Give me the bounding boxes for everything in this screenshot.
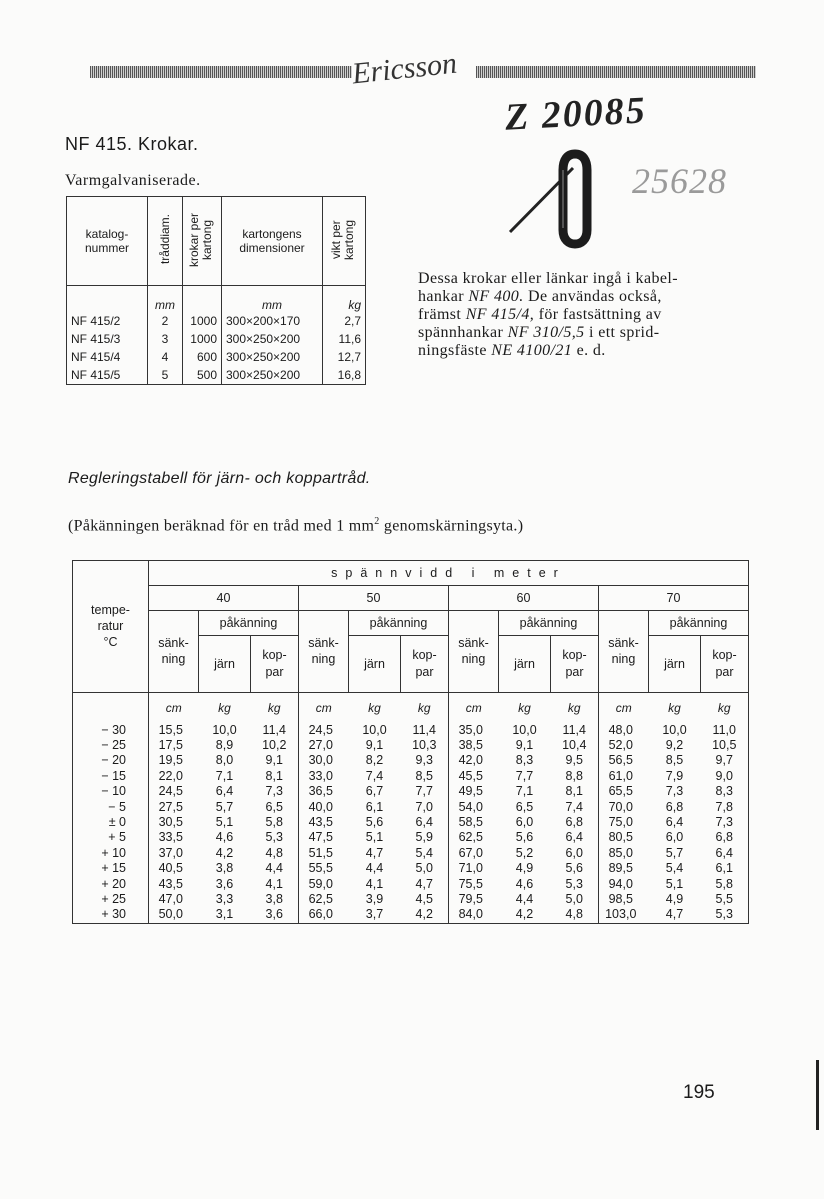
- unit-cell: kg: [701, 692, 749, 723]
- value-cell: 11,4: [262, 722, 286, 737]
- value-cell: 103,0: [599, 907, 649, 923]
- col-per-box: krokar per kartong: [187, 212, 214, 267]
- desc-line: Dessa krokar eller länkar ingå i kabel-: [418, 270, 678, 287]
- value-cell: 7,3: [701, 815, 749, 830]
- value-cell: 5,4: [415, 845, 433, 860]
- unit-cell: kg: [199, 692, 251, 723]
- copper-header: kop- par: [401, 636, 449, 693]
- header-rule-left: [90, 66, 352, 78]
- value-cell: 5,1: [215, 814, 234, 829]
- value-cell: 7,4: [365, 768, 384, 783]
- unit-cell: kg: [401, 692, 449, 723]
- value-cell: 6,1: [701, 861, 749, 876]
- value-cell: 56,5: [599, 753, 649, 768]
- temp-cell: + 20: [73, 877, 149, 892]
- value-cell: 6,4: [701, 846, 749, 861]
- value-cell: 7,7: [415, 784, 433, 799]
- value-cell: 35,0: [449, 723, 499, 738]
- value-cell: 48,0: [599, 723, 649, 738]
- value-cell: 37,0: [149, 846, 199, 861]
- value-cell: 8,9: [215, 737, 234, 752]
- value-cell: 4,2: [515, 907, 534, 922]
- value-cell: 11,0: [701, 723, 749, 738]
- table-row: NF 415/3: [67, 330, 148, 348]
- value-cell: 89,5: [599, 861, 649, 876]
- cell: 300×250×200: [222, 330, 323, 348]
- hook-drawing: [505, 140, 615, 260]
- col-diameter: tråddiam.: [157, 214, 172, 265]
- value-cell: 5,0: [565, 891, 583, 906]
- sag-header: sänk- ning: [299, 611, 349, 693]
- value-cell: 10,0: [212, 722, 237, 737]
- value-cell: 4,9: [515, 861, 534, 876]
- value-cell: 8,3: [515, 753, 534, 768]
- value-cell: 59,0: [299, 877, 349, 892]
- iron-header: järn: [199, 636, 251, 693]
- value-cell: 62,5: [299, 892, 349, 907]
- value-cell: 6,0: [665, 830, 684, 845]
- regulation-table: [72, 560, 749, 924]
- table-row: NF 415/2: [67, 312, 148, 330]
- value-cell: 71,0: [449, 861, 499, 876]
- stress-header: påkänning: [649, 611, 749, 636]
- value-cell: 4,1: [265, 876, 283, 891]
- value-cell: 52,0: [599, 738, 649, 753]
- unit-cell: kg: [499, 692, 551, 723]
- pencil-note: 25628: [632, 161, 727, 201]
- value-cell: 4,7: [415, 876, 433, 891]
- value-cell: 9,7: [701, 753, 749, 768]
- value-cell: 3,6: [265, 907, 283, 922]
- cell: 5: [148, 366, 183, 385]
- value-cell: 4,7: [665, 907, 684, 922]
- temp-cell: − 10: [73, 784, 149, 799]
- value-cell: 9,0: [701, 769, 749, 784]
- temp-header: tempe- ratur °C: [73, 561, 149, 693]
- value-cell: 4,7: [365, 845, 384, 860]
- value-cell: 33,0: [299, 769, 349, 784]
- page-number: 195: [683, 1082, 715, 1103]
- value-cell: 7,7: [515, 768, 534, 783]
- value-cell: 65,5: [599, 784, 649, 799]
- description: [418, 270, 748, 360]
- unit-cell: cm: [299, 692, 349, 723]
- value-cell: 4,4: [365, 861, 384, 876]
- value-cell: 5,3: [565, 876, 583, 891]
- value-cell: 66,0: [299, 907, 349, 923]
- table-row: [73, 830, 749, 845]
- value-cell: 75,5: [449, 877, 499, 892]
- value-cell: 5,1: [665, 876, 684, 891]
- value-cell: 7,9: [665, 768, 684, 783]
- sag-header: sänk- ning: [449, 611, 499, 693]
- value-cell: 7,3: [265, 784, 283, 799]
- value-cell: 6,4: [565, 830, 583, 845]
- value-cell: 43,5: [299, 815, 349, 830]
- span-70: 70: [599, 586, 749, 611]
- span-header: spännvidd i meter: [149, 561, 749, 586]
- iron-header: järn: [349, 636, 401, 693]
- value-cell: 55,5: [299, 861, 349, 876]
- value-cell: 4,6: [515, 876, 534, 891]
- value-cell: 30,5: [149, 815, 199, 830]
- value-cell: 5,7: [665, 845, 684, 860]
- col-weight: vikt per kartong: [329, 219, 356, 260]
- value-cell: 10,3: [412, 737, 437, 752]
- unit-cell: cm: [449, 692, 499, 723]
- hook-table: [66, 196, 366, 385]
- table-row: [73, 769, 749, 784]
- unit-cell: cm: [149, 692, 199, 723]
- value-cell: 51,5: [299, 846, 349, 861]
- cell: 12,7: [323, 348, 366, 366]
- value-cell: 8,5: [415, 768, 433, 783]
- temp-cell: − 5: [73, 800, 149, 815]
- value-cell: 4,6: [215, 830, 234, 845]
- value-cell: 7,0: [415, 799, 433, 814]
- temp-cell: + 5: [73, 830, 149, 845]
- value-cell: 10,4: [562, 737, 587, 752]
- value-cell: 27,5: [149, 800, 199, 815]
- temp-cell: − 30: [73, 723, 149, 738]
- value-cell: 5,9: [415, 830, 433, 845]
- temp-cell: + 30: [73, 907, 149, 923]
- copper-header: kop- par: [551, 636, 599, 693]
- value-cell: 6,8: [665, 799, 684, 814]
- value-cell: 36,5: [299, 784, 349, 799]
- value-cell: 5,2: [515, 845, 534, 860]
- value-cell: 80,5: [599, 830, 649, 845]
- value-cell: 45,5: [449, 769, 499, 784]
- value-cell: 62,5: [449, 830, 499, 845]
- table-row: [73, 800, 749, 815]
- value-cell: 3,8: [265, 891, 283, 906]
- value-cell: 33,5: [149, 830, 199, 845]
- cell: 4: [148, 348, 183, 366]
- unit-diameter: mm: [148, 286, 183, 313]
- value-cell: 42,0: [449, 753, 499, 768]
- value-cell: 6,4: [665, 814, 684, 829]
- value-cell: 6,4: [215, 784, 234, 799]
- value-cell: 43,5: [149, 877, 199, 892]
- col-catalog: katalog- nummer: [67, 197, 148, 286]
- value-cell: 61,0: [599, 769, 649, 784]
- sag-header: sänk- ning: [599, 611, 649, 693]
- value-cell: 84,0: [449, 907, 499, 923]
- value-cell: 6,8: [701, 830, 749, 845]
- value-cell: 3,1: [215, 907, 234, 922]
- value-cell: 22,0: [149, 769, 199, 784]
- value-cell: 8,3: [701, 784, 749, 799]
- value-cell: 24,5: [299, 723, 349, 738]
- copper-header: kop- par: [251, 636, 299, 693]
- header-rule-right: [476, 66, 756, 78]
- value-cell: 4,8: [265, 845, 283, 860]
- value-cell: 8,8: [565, 768, 583, 783]
- cell: 2: [148, 312, 183, 330]
- value-cell: 6,8: [565, 814, 583, 829]
- cell: 600: [183, 348, 222, 366]
- value-cell: 9,1: [265, 753, 283, 768]
- cell: 11,6: [323, 330, 366, 348]
- value-cell: 58,5: [449, 815, 499, 830]
- value-cell: 98,5: [599, 892, 649, 907]
- table-row: NF 415/5: [67, 366, 148, 385]
- value-cell: 4,2: [215, 845, 234, 860]
- value-cell: 9,3: [415, 753, 433, 768]
- value-cell: 6,5: [265, 799, 283, 814]
- value-cell: 49,5: [449, 784, 499, 799]
- value-cell: 3,6: [215, 876, 234, 891]
- value-cell: 9,5: [565, 753, 583, 768]
- cell: 300×200×170: [222, 312, 323, 330]
- value-cell: 5,6: [515, 830, 534, 845]
- value-cell: 27,0: [299, 738, 349, 753]
- value-cell: 6,0: [565, 845, 583, 860]
- value-cell: 7,8: [701, 800, 749, 815]
- catalog-code: Z 20085: [503, 89, 648, 139]
- value-cell: 50,0: [149, 907, 199, 923]
- value-cell: 54,0: [449, 800, 499, 815]
- unit-dims: mm: [222, 286, 323, 313]
- value-cell: 24,5: [149, 784, 199, 799]
- value-cell: 10,0: [362, 722, 387, 737]
- cell: 500: [183, 366, 222, 385]
- value-cell: 4,5: [415, 891, 433, 906]
- unit-cell: kg: [251, 692, 299, 723]
- temp-cell: − 15: [73, 769, 149, 784]
- unit-cell: kg: [649, 692, 701, 723]
- value-cell: 3,9: [365, 891, 384, 906]
- value-cell: 38,5: [449, 738, 499, 753]
- col-box-dim: kartongens dimensioner: [239, 227, 305, 255]
- stress-header: påkänning: [349, 611, 449, 636]
- value-cell: 10,5: [701, 738, 749, 753]
- value-cell: 67,0: [449, 846, 499, 861]
- value-cell: 11,4: [562, 722, 586, 737]
- value-cell: 5,6: [565, 861, 583, 876]
- brand-logo: Ericsson: [350, 46, 459, 91]
- value-cell: 5,4: [665, 861, 684, 876]
- page-edge: [816, 1060, 819, 1130]
- stress-header: påkänning: [199, 611, 299, 636]
- desc-line: ningsfäste NE 4100/21 e. d.: [418, 342, 606, 359]
- value-cell: 8,2: [365, 753, 384, 768]
- table-row: NF 415/4: [67, 348, 148, 366]
- value-cell: 8,1: [265, 768, 283, 783]
- section-note: (Påkänningen beräknad för en tråd med 1 $mm^2$ genomskärningsyta.): [68, 516, 524, 535]
- value-cell: 5,0: [415, 861, 433, 876]
- value-cell: 8,0: [215, 753, 234, 768]
- cell: 300×250×200: [222, 366, 323, 385]
- value-cell: 7,4: [565, 799, 583, 814]
- temp-cell: ± 0: [73, 815, 149, 830]
- value-cell: 5,1: [365, 830, 384, 845]
- value-cell: 9,1: [515, 737, 534, 752]
- value-cell: 5,3: [265, 830, 283, 845]
- temp-cell: − 20: [73, 753, 149, 768]
- value-cell: 4,4: [265, 861, 283, 876]
- unit-cell: kg: [551, 692, 599, 723]
- span-60: 60: [449, 586, 599, 611]
- temp-cell: + 10: [73, 846, 149, 861]
- cell: 1000: [183, 330, 222, 348]
- table-row: [73, 846, 749, 861]
- value-cell: 9,1: [365, 737, 384, 752]
- table-row: [73, 892, 749, 907]
- value-cell: 75,0: [599, 815, 649, 830]
- value-cell: 6,1: [365, 799, 384, 814]
- table-row: [73, 784, 749, 799]
- value-cell: 19,5: [149, 753, 199, 768]
- table-row: [73, 877, 749, 892]
- value-cell: 10,0: [662, 722, 687, 737]
- value-cell: 11,4: [412, 722, 436, 737]
- product-title: NF 415. Krokar.: [65, 134, 199, 154]
- value-cell: 5,7: [215, 799, 234, 814]
- cell: 1000: [183, 312, 222, 330]
- value-cell: 30,0: [299, 753, 349, 768]
- cell: 2,7: [323, 312, 366, 330]
- value-cell: 8,5: [665, 753, 684, 768]
- value-cell: 6,0: [515, 814, 534, 829]
- value-cell: 3,8: [215, 861, 234, 876]
- value-cell: 5,8: [265, 814, 283, 829]
- value-cell: 3,3: [215, 891, 234, 906]
- value-cell: 47,0: [149, 892, 199, 907]
- copper-header: kop- par: [701, 636, 749, 693]
- value-cell: 79,5: [449, 892, 499, 907]
- value-cell: 5,6: [365, 814, 384, 829]
- value-cell: 6,5: [515, 799, 534, 814]
- iron-header: järn: [649, 636, 701, 693]
- table-row: [73, 861, 749, 876]
- value-cell: 7,1: [515, 784, 534, 799]
- span-40: 40: [149, 586, 299, 611]
- product-subtitle: Varmgalvaniserade.: [65, 172, 201, 189]
- table-row: [73, 738, 749, 753]
- cell: 16,8: [323, 366, 366, 385]
- value-cell: 4,2: [415, 907, 433, 922]
- value-cell: 8,1: [565, 784, 583, 799]
- table-row: [73, 815, 749, 830]
- unit-cell: cm: [599, 692, 649, 723]
- stress-header: påkänning: [499, 611, 599, 636]
- cell: 3: [148, 330, 183, 348]
- section-title: Regleringstabell för järn- och koppartråd.: [68, 470, 371, 487]
- value-cell: 47,5: [299, 830, 349, 845]
- value-cell: 4,9: [665, 891, 684, 906]
- temp-cell: + 15: [73, 861, 149, 876]
- value-cell: 9,2: [665, 737, 684, 752]
- cell: 300×250×200: [222, 348, 323, 366]
- unit-weight: kg: [323, 286, 366, 313]
- table-row: [73, 723, 749, 738]
- value-cell: 4,8: [565, 907, 583, 922]
- value-cell: 7,3: [665, 784, 684, 799]
- value-cell: 17,5: [149, 738, 199, 753]
- unit-cell: kg: [349, 692, 401, 723]
- value-cell: 6,4: [415, 814, 433, 829]
- value-cell: 40,0: [299, 800, 349, 815]
- desc-line: främst NF 415/4, för fastsättning av: [418, 306, 662, 323]
- value-cell: 5,3: [701, 907, 749, 923]
- value-cell: 4,4: [515, 891, 534, 906]
- span-50: 50: [299, 586, 449, 611]
- value-cell: 3,7: [365, 907, 384, 922]
- value-cell: 15,5: [149, 723, 199, 738]
- temp-cell: − 25: [73, 738, 149, 753]
- value-cell: 94,0: [599, 877, 649, 892]
- desc-line: spännhankar NF 310/5,5 i ett sprid-: [418, 324, 660, 341]
- value-cell: 5,8: [701, 877, 749, 892]
- value-cell: 10,2: [262, 737, 287, 752]
- table-row: [73, 753, 749, 768]
- temp-cell: + 25: [73, 892, 149, 907]
- value-cell: 10,0: [512, 722, 537, 737]
- table-row: [73, 907, 749, 923]
- iron-header: järn: [499, 636, 551, 693]
- value-cell: 7,1: [215, 768, 234, 783]
- value-cell: 85,0: [599, 846, 649, 861]
- value-cell: 6,7: [365, 784, 384, 799]
- value-cell: 40,5: [149, 861, 199, 876]
- value-cell: 5,5: [701, 892, 749, 907]
- sag-header: sänk- ning: [149, 611, 199, 693]
- value-cell: 4,1: [365, 876, 384, 891]
- desc-line: hankar NF 400. De användas också,: [418, 288, 662, 305]
- value-cell: 70,0: [599, 800, 649, 815]
